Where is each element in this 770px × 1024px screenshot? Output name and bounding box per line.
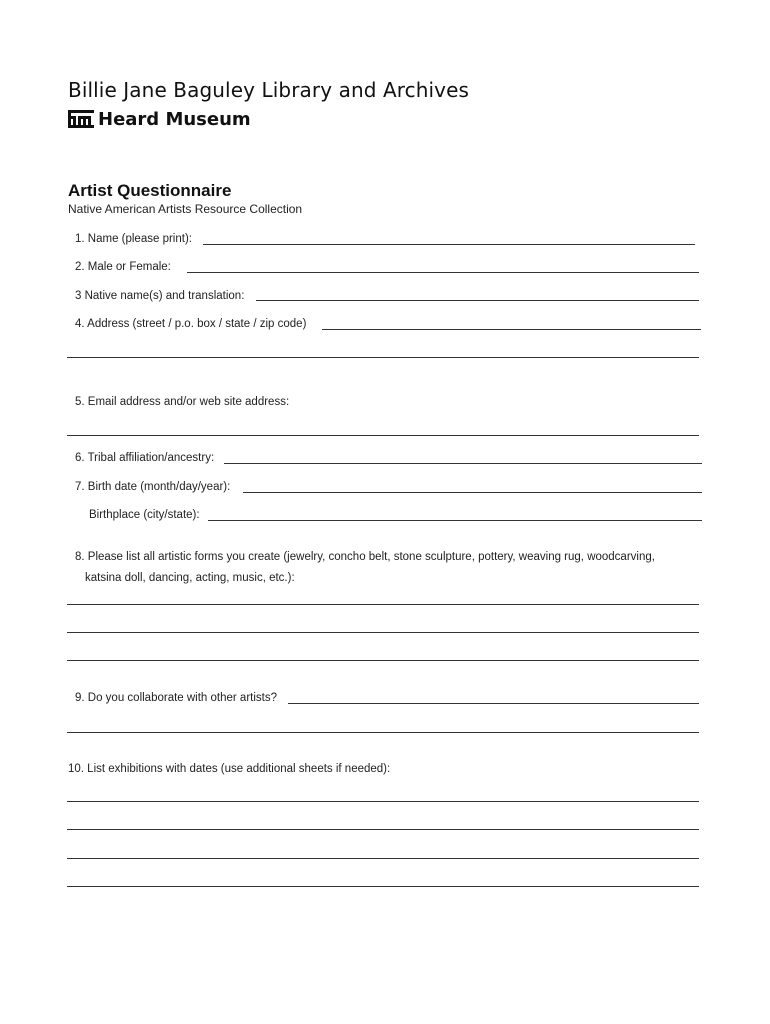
question-birthplace-label: Birthplace (city/state): xyxy=(89,509,200,521)
question-name-label: 1. Name (please print): xyxy=(75,233,192,245)
tribal-input-line[interactable] xyxy=(224,463,702,464)
exhibitions-input-line-3[interactable] xyxy=(67,858,699,859)
question-birthdate-label: 7. Birth date (month/day/year): xyxy=(75,481,231,493)
question-collaborate-label: 9. Do you collaborate with other artists? xyxy=(75,692,277,704)
gender-input-line[interactable] xyxy=(187,272,699,273)
name-input-line[interactable] xyxy=(203,244,695,245)
museum-name: Heard Museum xyxy=(98,108,251,130)
library-name: Billie Jane Baguley Library and Archives xyxy=(68,78,470,102)
collaborate-input-line-1[interactable] xyxy=(288,703,699,704)
address-input-line-1[interactable] xyxy=(322,329,701,330)
question-exhibitions-label: 10. List exhibitions with dates (use additional sheets if needed): xyxy=(68,763,391,775)
question-address-label: 4. Address (street / p.o. box / state / zip code) xyxy=(75,318,307,330)
form-title: Artist Questionnaire xyxy=(68,181,232,200)
artforms-input-line-3[interactable] xyxy=(67,660,699,661)
artforms-input-line-1[interactable] xyxy=(67,604,699,605)
exhibitions-input-line-1[interactable] xyxy=(67,801,699,802)
form-subtitle: Native American Artists Resource Collection xyxy=(68,202,303,216)
question-email-label: 5. Email address and/or web site address: xyxy=(75,396,290,408)
heard-museum-logo-icon xyxy=(68,110,94,128)
birthdate-input-line[interactable] xyxy=(243,492,702,493)
email-input-line[interactable] xyxy=(67,435,699,436)
museum-brand xyxy=(68,107,251,131)
question-artforms-label-continued: katsina doll, dancing, acting, music, etc.): xyxy=(85,572,295,584)
artforms-input-line-2[interactable] xyxy=(67,632,699,633)
collaborate-input-line-2[interactable] xyxy=(67,732,699,733)
question-native-name-label: 3 Native name(s) and translation: xyxy=(75,290,245,302)
address-input-line-2[interactable] xyxy=(67,357,699,358)
birthplace-input-line[interactable] xyxy=(208,520,702,521)
question-tribal-label: 6. Tribal affiliation/ancestry: xyxy=(75,452,215,464)
exhibitions-input-line-4[interactable] xyxy=(67,886,699,887)
question-artforms-label: 8. Please list all artistic forms you create (jewelry, concho belt, stone sculpture, pottery, weaving rug, woodcarving, xyxy=(75,551,655,563)
exhibitions-input-line-2[interactable] xyxy=(67,829,699,830)
native-name-input-line[interactable] xyxy=(256,300,699,301)
question-gender-label: 2. Male or Female: xyxy=(75,261,171,273)
